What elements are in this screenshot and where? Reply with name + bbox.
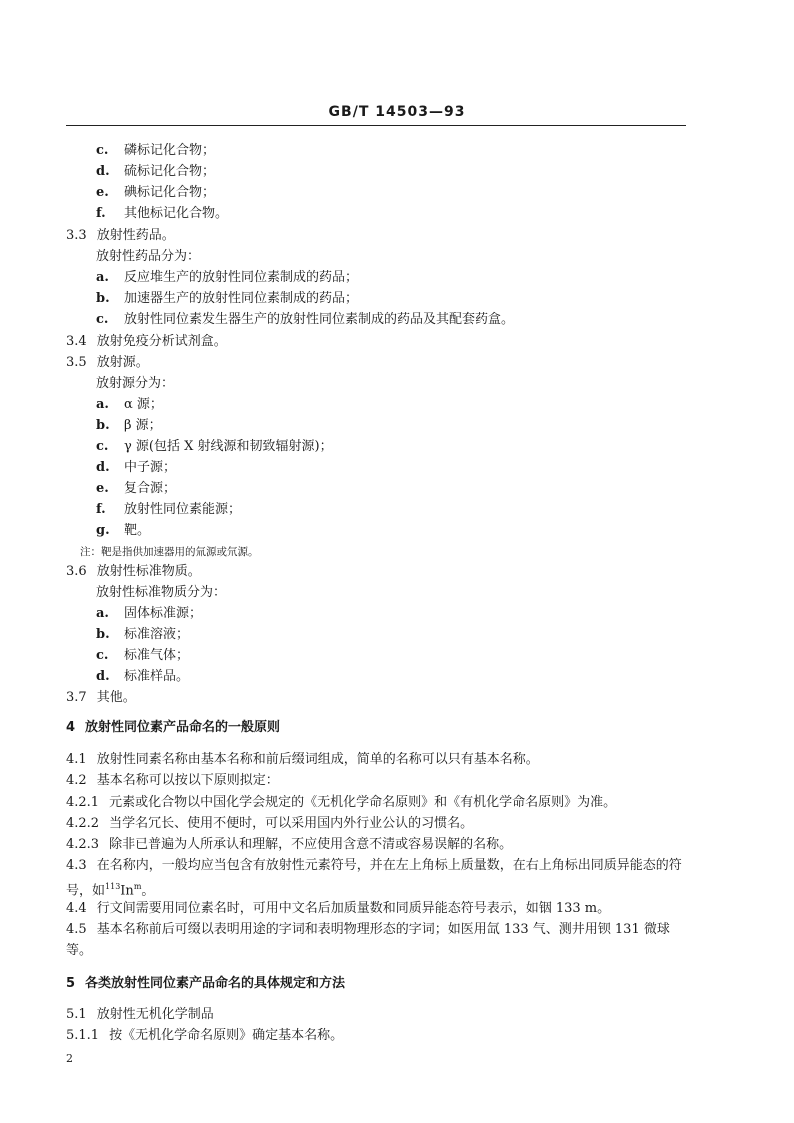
standard-code-header: GB/T 14503—93: [328, 104, 466, 120]
list-item: c. 放射性同位素发生器生产的放射性同位素制成的药品及其配套药盒。: [96, 312, 515, 327]
clause-4-2-3: 4.2.3 除非已普遍为人所承认和理解，不应使用含意不清或容易误解的名称。: [66, 837, 513, 852]
clause-intro: 放射源分为：: [96, 376, 175, 391]
list-item: d. 硫标记化合物；: [96, 164, 216, 179]
list-item: c. γ 源(包括 X 射线源和韧致辐射源)；: [96, 439, 333, 454]
list-item: a. α 源；: [96, 397, 163, 412]
clause-4-1: 4.1 放射性同素名称由基本名称和前后缀词组成，简单的名称可以只有基本名称。: [66, 752, 539, 767]
clause-5-1: 5.1 放射性无机化学制品: [66, 1007, 214, 1022]
list-item: d. 标准样品。: [96, 669, 190, 684]
list-item: e. 复合源；: [96, 481, 177, 496]
clause-3-7: 3.7 其他。: [66, 690, 136, 705]
list-item: c. 标准气体；: [96, 648, 190, 663]
list-item: b. 标准溶液；: [96, 627, 190, 642]
list-item: f. 放射性同位素能源；: [96, 502, 242, 517]
list-item: a. 反应堆生产的放射性同位素制成的药品；: [96, 270, 359, 285]
note: 注：靶是指供加速器用的氚源或氘源。: [80, 546, 259, 558]
list-item: a. 固体标准源；: [96, 606, 203, 621]
clause-intro: 放射性标准物质分为：: [96, 585, 227, 600]
clause-3-4: 3.4 放射免疫分析试剂盒。: [66, 334, 227, 349]
clause-4-3: 4.3 在名称内，一般均应当包含有放射性元素符号，并在左上角标上质量数，在右上角标出同质异能态的符号，如$^{113}$In$^m$。: [66, 858, 682, 899]
clause-4-2: 4.2 基本名称可以按以下原则拟定：: [66, 773, 279, 788]
clause-intro: 放射性药品分为：: [96, 249, 201, 264]
section-5-heading: 5 各类放射性同位素产品命名的具体规定和方法: [66, 976, 346, 991]
clause-4-2-1: 4.2.1 元素或化合物以中国化学会规定的《无机化学命名原则》和《有机化学命名原则》为准。: [66, 795, 617, 810]
clause-5-1-1: 5.1.1 按《无机化学命名原则》确定基本名称。: [66, 1028, 344, 1043]
clause-3-6: 3.6 放射性标准物质。: [66, 564, 201, 579]
clause-4-4: 4.4 行文间需要用同位素名时，可用中文名后加质量数和同质异能态符号表示，如铟 133 m。: [66, 901, 611, 916]
list-item: g. 靶。: [96, 523, 151, 538]
header-rule: [66, 125, 686, 126]
section-4-heading: 4 放射性同位素产品命名的一般原则: [66, 720, 281, 735]
clause-3-5: 3.5 放射源。: [66, 355, 149, 370]
page-number: 2: [66, 1052, 73, 1065]
list-item: e. 碘标记化合物；: [96, 185, 216, 200]
clause-4-5: 4.5 基本名称前后可缀以表明用途的字词和表明物理形态的字词；如医用氙 133 气、测井用钡 131 微球等。: [66, 922, 670, 958]
list-item: c. 磷标记化合物；: [96, 143, 216, 158]
clause-3-3: 3.3 放射性药品。: [66, 228, 175, 243]
list-item: b. 加速器生产的放射性同位素制成的药品；: [96, 291, 359, 306]
list-item: b. β 源；: [96, 418, 162, 433]
clause-4-2-2: 4.2.2 当学名冗长、使用不便时，可以采用国内外行业公认的习惯名。: [66, 816, 474, 831]
list-item: d. 中子源；: [96, 460, 177, 475]
list-item: f. 其他标记化合物。: [96, 206, 229, 221]
